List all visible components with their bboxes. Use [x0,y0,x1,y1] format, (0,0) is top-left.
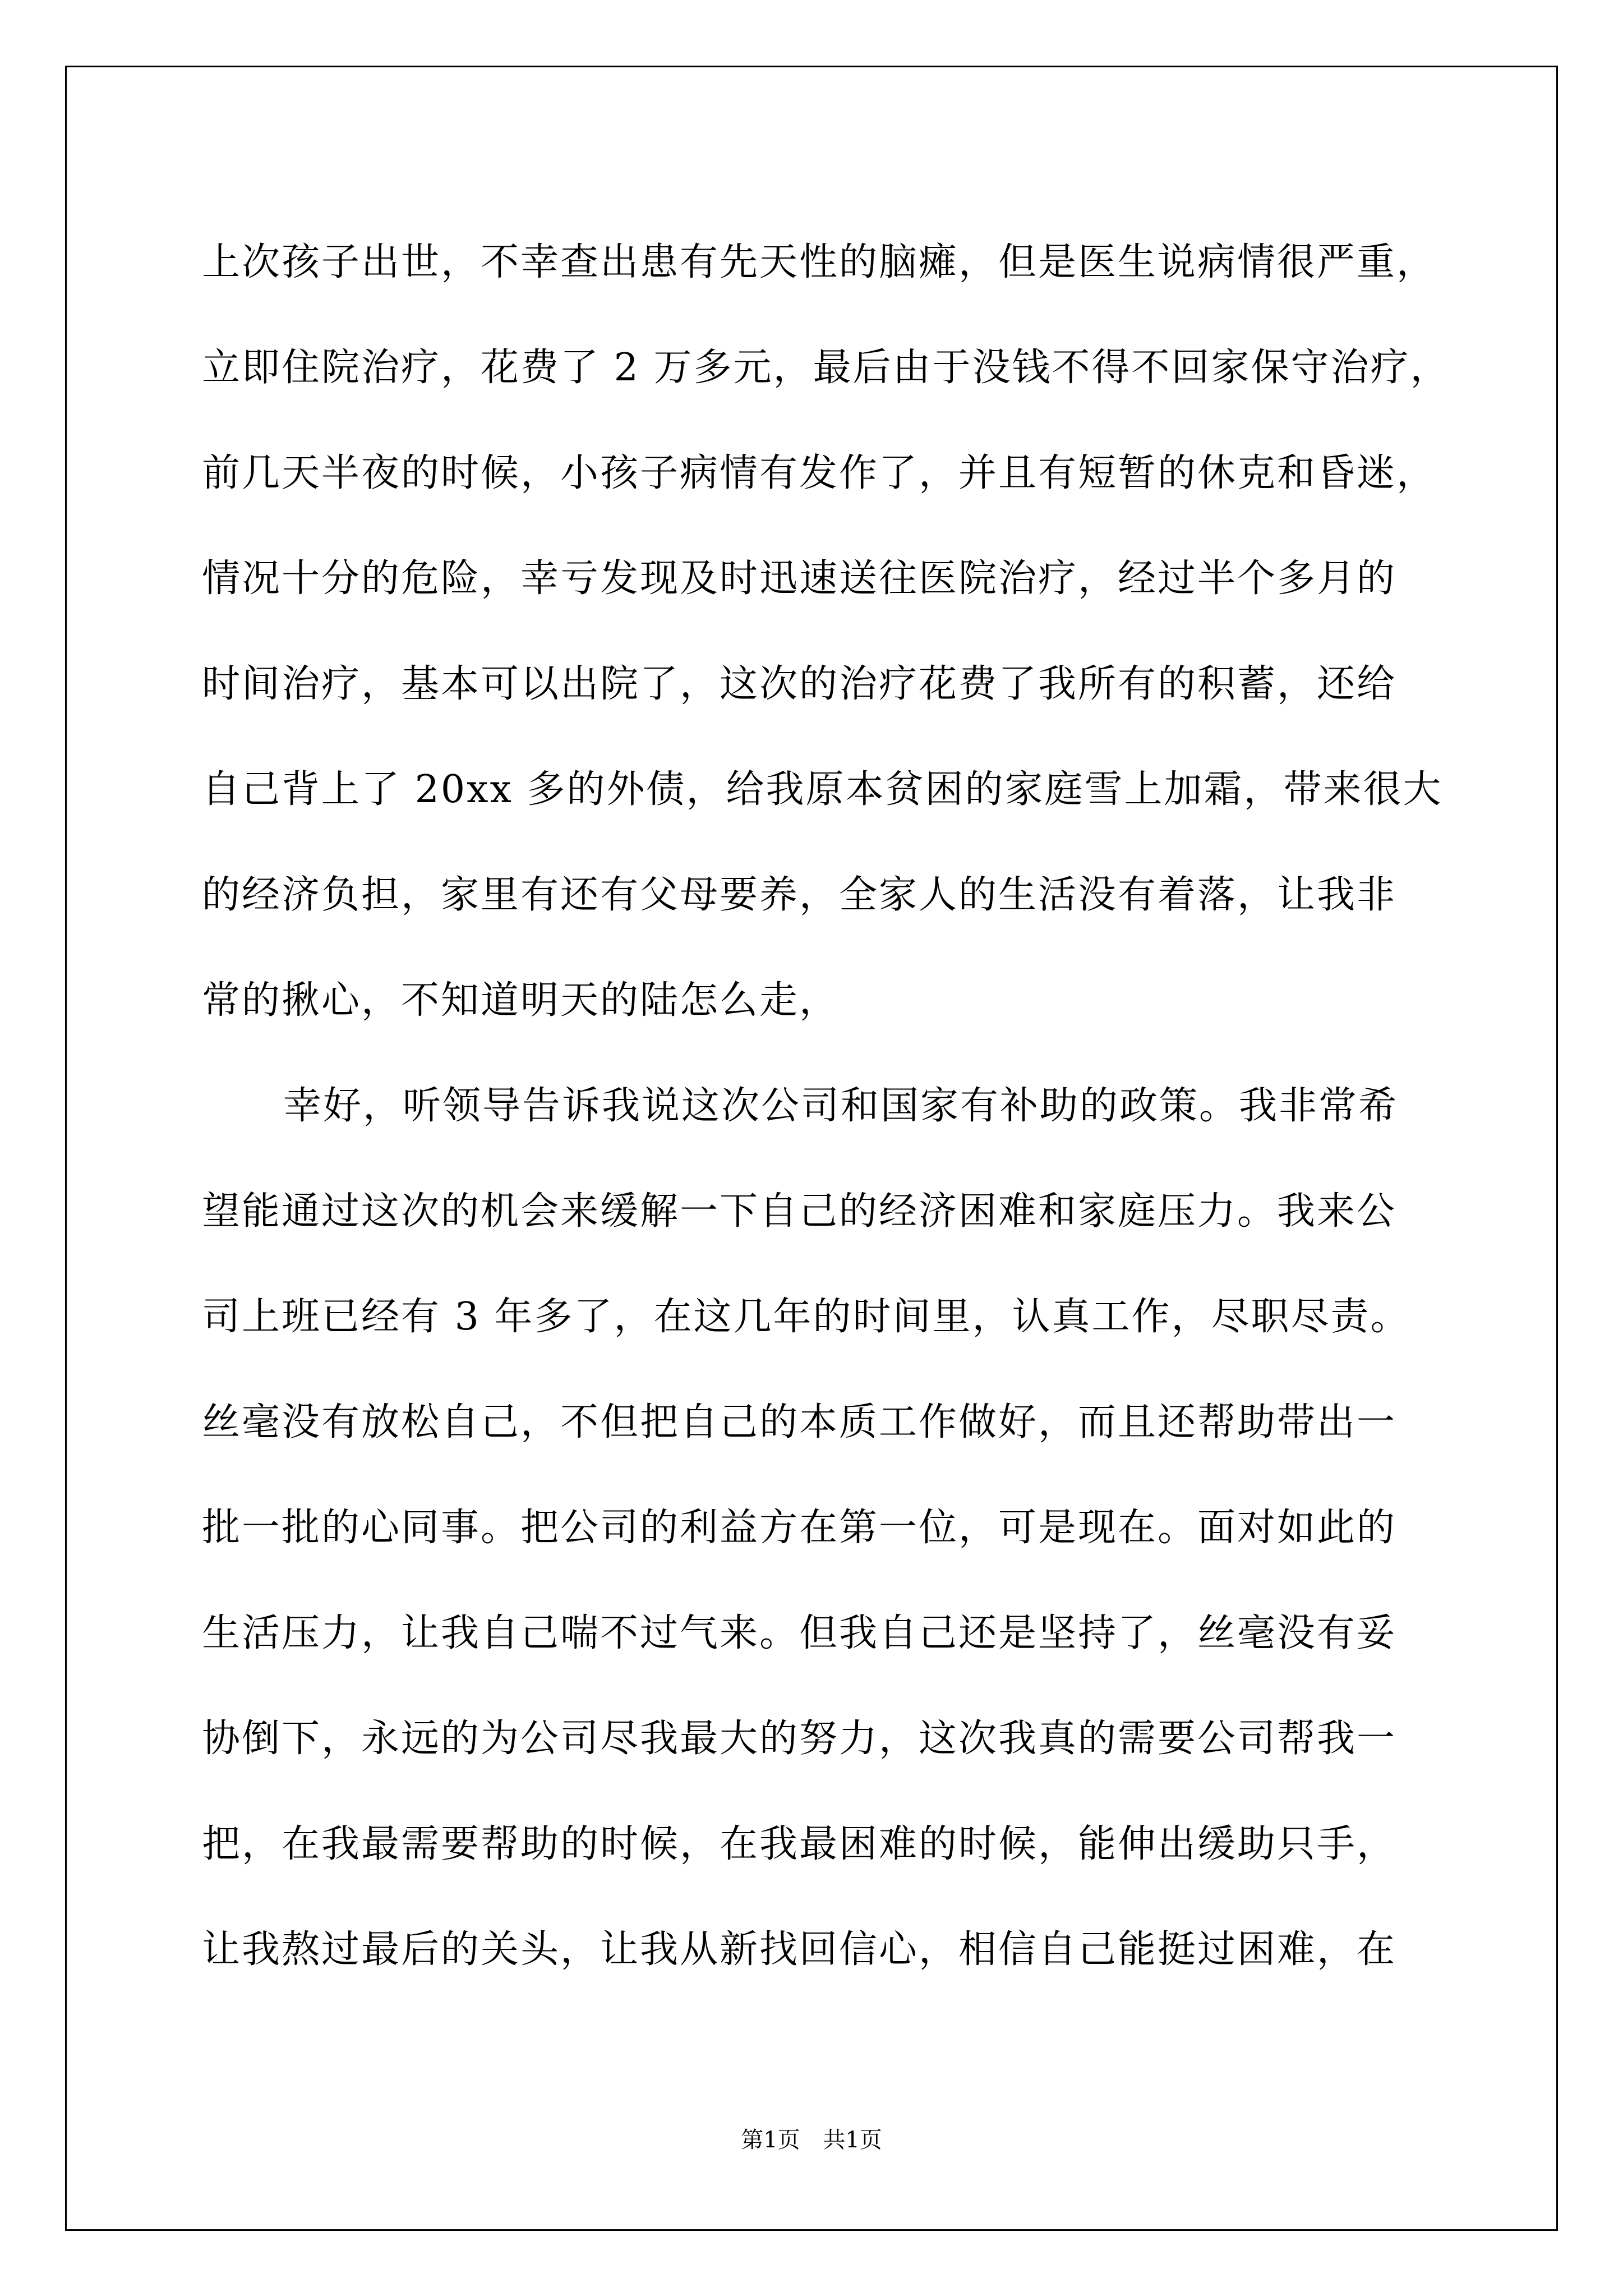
text-line: 自己背上了 20xx 多的外债，给我原本贫困的家庭雪上加霜，带来很大 [202,767,1443,812]
text-line: 望能通过这次的机会来缓解一下自己的经济困难和家庭压力。我来公 [202,1189,1397,1234]
text-line: 立即住院治疗，花费了 2 万多元，最后由于没钱不得不回家保守治疗， [202,346,1450,390]
text-line: 上次孩子出世，不幸查出患有先天性的脑瘫，但是医生说病情很严重， [202,240,1437,284]
text-line: 常的揪心，不知道明天的陆怎么走， [202,978,840,1023]
text-line: 时间治疗，基本可以出院了，这次的治疗花费了我所有的积蓄，还给 [202,662,1397,706]
text-line: 批一批的心同事。把公司的利益方在第一位，可是现在。面对如此的 [202,1506,1397,1550]
page-total: 共1页 [823,2127,882,2153]
page-number: 第1页 [741,2127,800,2153]
text-line: 丝毫没有放松自己，不但把自己的本质工作做好，而且还帮助带出一 [202,1400,1397,1444]
text-line: 把，在我最需要帮助的时候，在我最困难的时候，能伸出缓助只手， [202,1822,1397,1866]
text-line: 的经济负担，家里有还有父母要养，全家人的生活没有着落，让我非 [202,873,1397,917]
text-line: 让我熬过最后的关头，让我从新找回信心，相信自己能挺过困难，在 [202,1927,1397,1972]
text-line: 情况十分的危险，幸亏发现及时迅速送往医院治疗，经过半个多月的 [202,556,1397,601]
text-line: 生活压力，让我自己喘不过气来。但我自己还是坚持了，丝毫没有妥 [202,1611,1397,1655]
text-line: 司上班已经有 3 年多了，在这几年的时间里，认真工作，尽职尽责。 [202,1295,1410,1339]
paragraph-first-line: 幸好，听领导告诉我说这次公司和国家有补助的政策。我非常希 [283,1084,1399,1128]
text-line: 协倒下，永远的为公司尽我最大的努力，这次我真的需要公司帮我一 [202,1717,1397,1761]
document-body [202,210,1450,2003]
text-line: 前几天半夜的时候，小孩子病情有发作了，并且有短暂的休克和昏迷， [202,451,1437,495]
page-footer [0,2126,1623,2154]
